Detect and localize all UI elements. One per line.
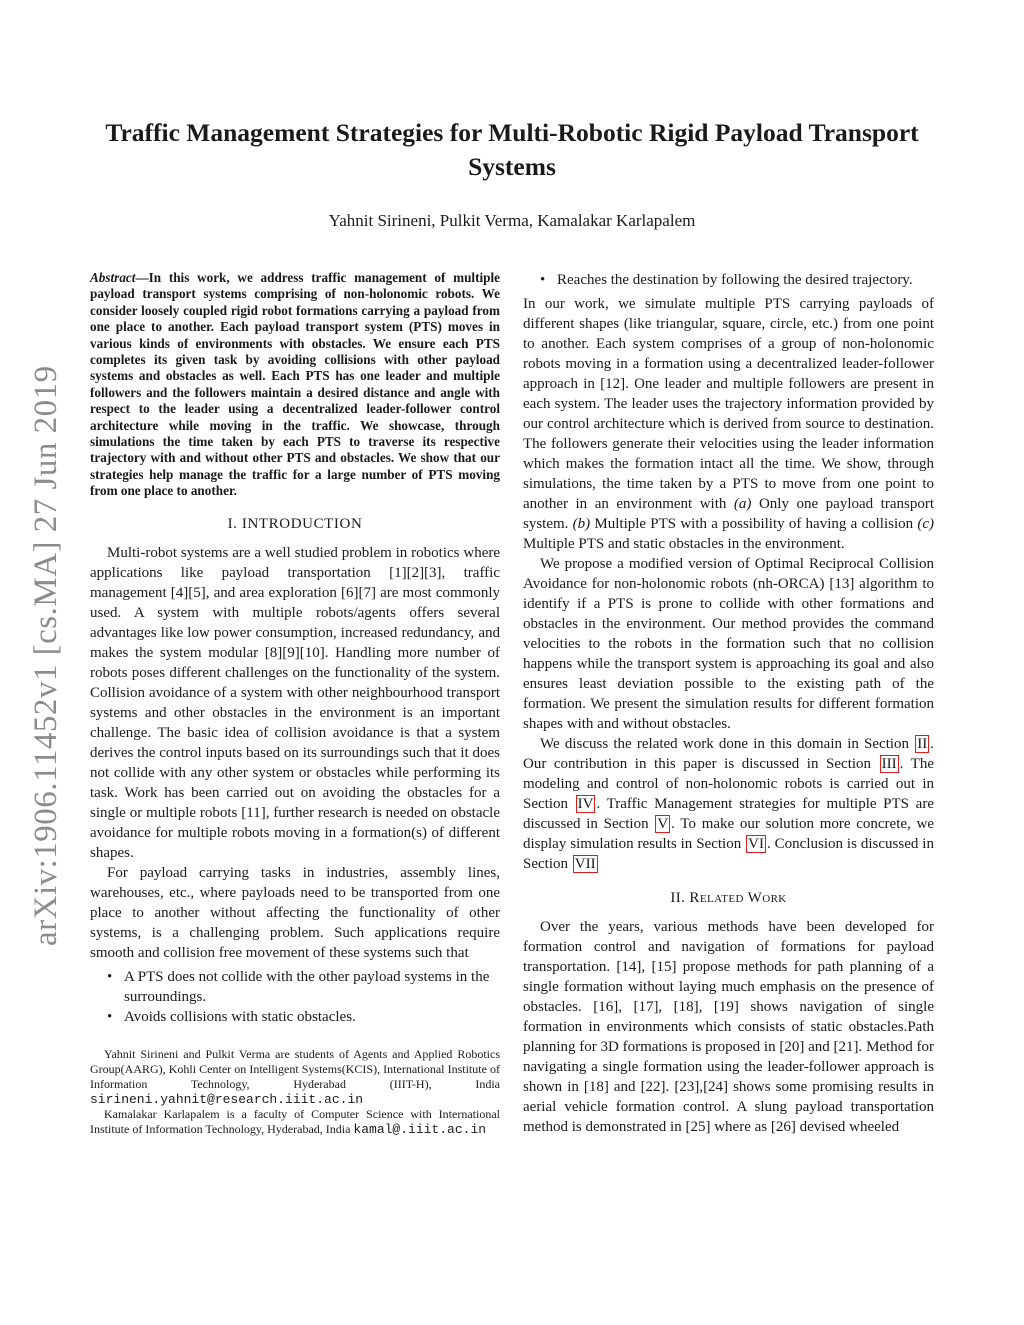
intro-p5-text: We discuss the related work done in this domain in Section: [540, 736, 915, 752]
section-heading-introduction: I. INTRODUCTION: [227, 515, 363, 532]
arxiv-identifier: arXiv:1906.11452v1 [cs.MA] 27 Jun 2019: [28, 365, 64, 946]
list-item: • A PTS does not collide with the other payload systems in the surroundings.: [124, 967, 500, 1007]
related-paragraph-1: Over the years, various methods have been developed for formation control and navigation of formations for payload transportation. [14], [15] propose methods for path planning of a single formation without laying much emphasis on the presence of obstacles. [16], [17], [18], [19] shows navigation of single formation in environments which consists of static obstacles.Path planning for 3D formations is proposed in [20] and [21]. Method for navigating a single formation using the leader-follower approach is shown in [18] and [22]. [23],[24] shows some promising results in aerial vehicle formation control. A slung payload transportation method is demonstrated in [25] where as [26] devised wheeled: [523, 919, 934, 1135]
section-link-iv[interactable]: IV: [577, 796, 594, 812]
intro-paragraph-2: For payload carrying tasks in industries, assembly lines, warehouses, etc., where payloads need to be transported from one place to another without affecting the functionality of other systems, is a challenging problem. Such applications require smooth and collision free movement of these systems such that: [90, 864, 500, 961]
item-marker-a: (a): [733, 496, 752, 512]
list-item: • Avoids collisions with static obstacles.: [124, 1007, 500, 1027]
footnote: [90, 1047, 500, 1137]
abstract-label: Abstract: [90, 270, 136, 285]
footnote-1: [90, 1047, 500, 1107]
intro-p5-text: . Traffic Management strategies for multiple PTS are discussed in Section: [523, 796, 934, 832]
intro-p3-text: Only one payload transport system.: [523, 496, 934, 532]
abstract-text: In this work, we address traffic management of multiple payload transport systems comprising of non-holonomic robots. We consider loosely coupled rigid robot formations carrying a payload from one place to another. Each payload transport system (PTS) moves in various kinds of environments with obstacles. We ensure each PTS completes its given task by avoiding collisions with other payload systems and obstacles as well. Each PTS has one leader and multiple followers and the followers maintain a desired distance and angle with respect to the leader using a decentralized leader-follower control architecture while moving in the traffic. We showcase, through simulations the time taken by each PTS to traverse its respective trajectory with and without other PTS and obstacles. We show that our strategies help manage the traffic for a large number of PTS moving from one place to another.: [90, 270, 500, 499]
requirements-list-continued: [523, 270, 934, 290]
intro-p3-text: Multiple PTS and static obstacles in the environment.: [523, 536, 845, 552]
footnote-1-email[interactable]: sirineni.yahnit@research.iiit.ac.in: [90, 1091, 364, 1107]
intro-p5-text: . The modeling and control of non-holonomic robots is carried out in Section: [523, 756, 934, 812]
paper-title: Traffic Management Strategies for Multi-Robotic Rigid Payload Transport Systems: [105, 118, 919, 181]
list-item: • Reaches the destination by following the desired trajectory.: [557, 270, 934, 290]
intro-paragraph-3: [523, 294, 934, 554]
section-heading-related-work: II. Related Work: [670, 890, 787, 906]
item-marker-c: (c): [917, 516, 935, 532]
intro-p5-text: . Conclusion is discussed in Section: [523, 836, 934, 872]
footnote-2-email[interactable]: kamal@.iiit.ac.in: [353, 1121, 487, 1137]
section-link-ii[interactable]: II: [917, 736, 928, 752]
intro-p5-text: . To make our solution more concrete, we display simulation results in Section: [523, 816, 934, 852]
abstract: Abstract—In this work, we address traffic management of multiple payload transport systems comprising of non-holonomic robots. We consider loosely coupled rigid robot formations carrying a payload from one place to another. Each payload transport system (PTS) moves in various kinds of environments with obstacles. We ensure each PTS completes its given task by avoiding collisions with other payload systems and obstacles as well. Each PTS has one leader and multiple followers and the followers maintain a desired distance and angle with respect to the leader using a decentralized leader-follower control architecture while moving in the traffic. We showcase, through simulations the time taken by each PTS to traverse its respective trajectory with and without other PTS and obstacles. We show that our strategies help manage the traffic for a large number of PTS moving from one place to another.: [90, 270, 500, 499]
section-link-v[interactable]: V: [657, 816, 669, 832]
section-link-vi[interactable]: VI: [748, 836, 764, 852]
intro-paragraph-5: [523, 734, 934, 874]
left-column: [90, 270, 500, 1137]
footnote-1-text: Yahnit Sirineni and Pulkit Verma are students of Agents and Applied Robotics Group(AARG), Kohli Center on Intelligent Systems(KCIS), International Institute of Information Technology, Hyderabad (IIIT-H), India: [90, 1046, 500, 1091]
right-column: [523, 270, 934, 1137]
intro-p3-text: Multiple PTS with a possibility of having a collision: [594, 516, 914, 532]
requirements-list: [90, 967, 500, 1027]
intro-paragraph-4: We propose a modified version of Optimal Reciprocal Collision Avoidance for non-holonomic robots (nh-ORCA) [13] algorithm to identify if a PTS is prone to collide with other formations and obstacles in the environment. Our method provides the command velocities to the robots in the formation such that no collision happens while the transport system is approaching its goal and also ensures least deviation possible to the existing path of the formation. We present the simulation results for different formation shapes with and without obstacles.: [523, 556, 934, 732]
author-list: Yahnit Sirineni, Pulkit Verma, Kamalakar Karlapalem: [328, 211, 696, 230]
footnote-2: [90, 1107, 500, 1137]
intro-paragraph-1: Multi-robot systems are a well studied problem in robotics where applications like payload transportation [1][2][3], traffic management [4][5], and area exploration [6][7] are most commonly used. A system with multiple robots/agents offers several advantages like low power consumption, increased redundancy, and makes the system modular [8][9][10]. Handling more number of robots poses different challenges on the functionality of the system. Collision avoidance of a system with other neighbourhood transport systems and other obstacles in the environment is an important challenge. The basic idea of collision avoidance is that a system derives the control inputs based on its surroundings such that it does not collide with any other system or obstacles while performing its task. Work has been carried out on avoiding the obstacles for a single or multiple robots [11], further research is needed on obstacle avoidance for multiple robots moving in a formation(s) of different shapes.: [90, 544, 500, 861]
section-link-vii[interactable]: VII: [574, 856, 596, 872]
footnote-2-text: Kamalakar Karlapalem is a faculty of Computer Science with International Institute of Information Technology, Hyderabad, India: [90, 1106, 500, 1136]
section-link-iii[interactable]: III: [881, 756, 897, 772]
intro-p3-text: In our work, we simulate multiple PTS carrying payloads of different shapes (like triangular, square, circle, etc.) from one point to another. Each system comprises of a group of non-holonomic robots moving in a formation using a decentralized leader-follower approach in [12]. One leader and multiple followers are present in each system. The leader uses the trajectory information provided by our control architecture which is derived from source to destination. The followers generate their velocities using the leader information which makes the formation intact all the time. We show, through simulations, the time taken by a PTS to move from one point to another in an environment with: [523, 296, 934, 512]
item-marker-b: (b): [572, 516, 591, 532]
intro-p5-text: . Our contribution in this paper is discussed in Section: [523, 736, 934, 772]
